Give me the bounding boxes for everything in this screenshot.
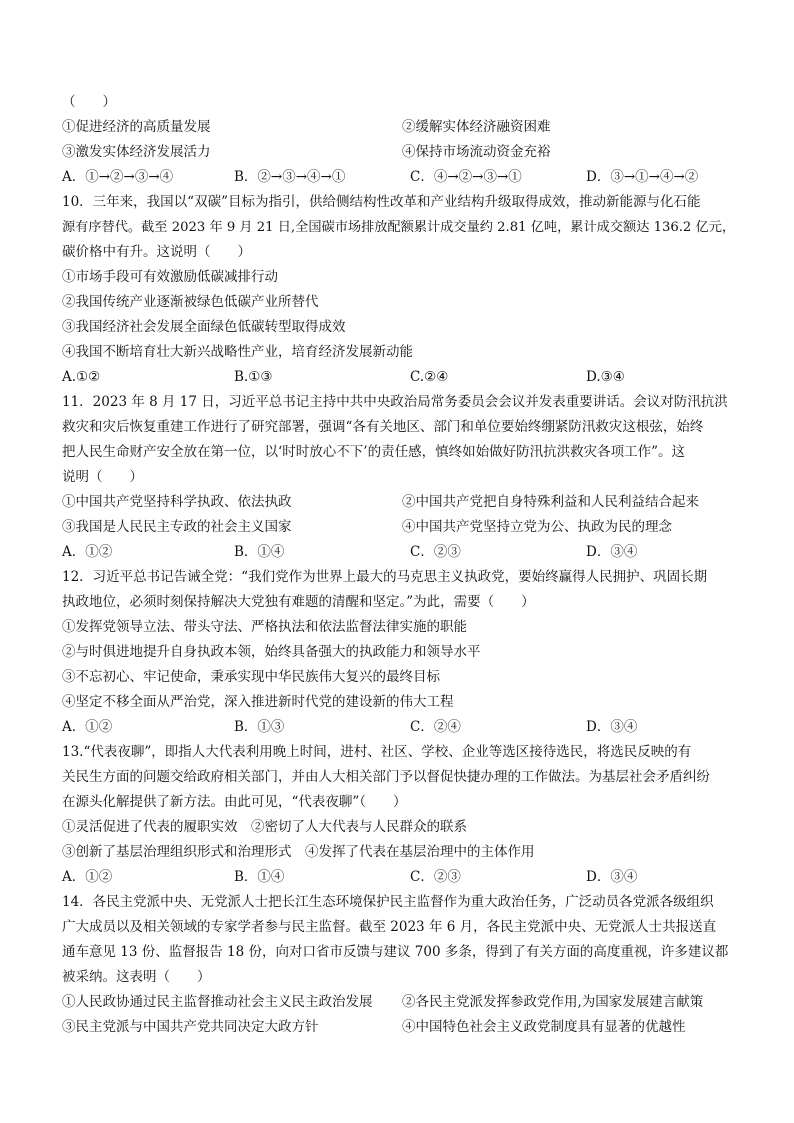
q9-choice-d: D．③→①→④→② xyxy=(586,169,699,185)
q12-choice-c: C．②④ xyxy=(410,719,461,735)
q14-option-4: ④中国特色社会主义政党制度具有显著的优越性 xyxy=(402,1019,686,1035)
q11-options-row-2 xyxy=(62,515,742,540)
exam-page xyxy=(62,90,742,1040)
q13-options-row-2: ③创新了基层治理组织形式和治理形式 ④发挥了代表在基层治理中的主体作用 xyxy=(62,844,535,860)
q12-stem-line-2: 执政地位，必须时刻保持解决大党独有难题的清醒和坚定。”为此，需要（ ） xyxy=(62,594,535,610)
q10-choice-d: D.③④ xyxy=(586,369,625,385)
q11-option-3: ③我国是人民民主专政的社会主义国家 xyxy=(62,519,292,535)
q14-options-row-2 xyxy=(62,1015,742,1040)
q9-choice-b: B．②→③→④→① xyxy=(234,169,346,185)
q10-option-3: ③我国经济社会发展全面绿色低碳转型取得成效 xyxy=(62,319,346,335)
q12-choice-b: B．①③ xyxy=(234,719,285,735)
q14-option-3: ③民主党派与中国共产党共同决定大政方针 xyxy=(62,1019,319,1035)
q9-options-row-1 xyxy=(62,115,742,140)
q14-options-row-1 xyxy=(62,990,742,1015)
q12-stem-line-1: 12．习近平总书记告诫全党：“我们党作为世界上最大的马克思主义执政党，要始终赢得人民拥护、巩固长期 xyxy=(62,569,708,585)
q12-option-1: ①发挥党领导立法、带头守法、严格执法和依法监督法律实施的职能 xyxy=(62,619,467,635)
q10-option-2: ②我国传统产业逐渐被绿色低碳产业所替代 xyxy=(62,294,319,310)
q11-option-2: ②中国共产党把自身特殊利益和人民利益结合起来 xyxy=(402,494,699,510)
q9-option-3: ③激发实体经济发展活力 xyxy=(62,144,211,160)
q11-stem-line-2: 救灾和灾后恢复重建工作进行了研究部署，强调“各有关地区、部门和单位要始终绷紧防汛救灾这根弦，始终 xyxy=(62,419,704,435)
q12-option-3: ③不忘初心、牢记使命，秉承实现中华民族伟大复兴的最终目标 xyxy=(62,669,440,685)
q11-choice-c: C．②③ xyxy=(410,544,461,560)
q13-stem-line-1: 13.“代表夜聊”，即指人大代表利用晚上时间，进村、社区、学校、企业等选区接待选民，将选民反映的有 xyxy=(62,744,692,760)
q13-choices xyxy=(62,865,742,890)
q10-stem-line-2: 源有序替代。截至 2023 年 9 月 21 日,全国碳市场排放配额累计成交量约 2.81 亿吨，累计成交额达 136.2 亿元， xyxy=(62,220,736,235)
q11-option-1: ①中国共产党坚持科学执政、依法执政 xyxy=(62,494,292,510)
q10-choice-b: B.①③ xyxy=(234,369,273,385)
q13-choice-d: D．③④ xyxy=(586,869,638,885)
q11-options-row-1 xyxy=(62,490,742,515)
q9-paren: （ ） xyxy=(62,94,116,110)
q10-option-1: ①市场手段可有效激励低碳减排行动 xyxy=(62,269,278,285)
q9-option-4: ④保持市场流动资金充裕 xyxy=(402,144,551,160)
q11-stem-line-4: 说明（ ） xyxy=(62,469,143,485)
q13-stem-line-2: 关民生方面的问题交给政府相关部门，并由人大相关部门予以督促快捷办理的工作做法。为基层社会矛盾纠纷 xyxy=(62,769,710,785)
q12-option-4: ④坚定不移全面从严治党，深入推进新时代党的建设新的伟大工程 xyxy=(62,694,454,710)
q11-option-4: ④中国共产党坚持立党为公、执政为民的理念 xyxy=(402,519,672,535)
q9-option-1: ①促进经济的高质量发展 xyxy=(62,119,211,135)
q10-choice-a: A.①② xyxy=(62,369,101,385)
q13-choice-b: B．①④ xyxy=(234,869,285,885)
q11-stem-line-1: 11．2023 年 8 月 17 日，习近平总书记主持中共中央政治局常务委员会会议并发表重要讲话。会议对防汛抗洪 xyxy=(62,394,728,410)
q10-stem-line-3: 碳价格中有升。这说明（ ） xyxy=(62,244,251,260)
q13-options-row-1: ①灵活促进了代表的履职实效 ②密切了人大代表与人民群众的联系 xyxy=(62,819,467,835)
q9-choices xyxy=(62,165,742,190)
q12-choice-a: A．①② xyxy=(62,719,113,735)
q14-stem-line-3: 通车意见 13 份、监督报告 18 份，向对口省市反馈与建议 700 多条，得到了有关方面的高度重视，许多建议都 xyxy=(62,944,729,960)
q13-choice-a: A．①② xyxy=(62,869,113,885)
q10-choice-c: C.②④ xyxy=(410,369,449,385)
q9-option-2: ②缓解实体经济融资困难 xyxy=(402,119,551,135)
q9-options-row-2 xyxy=(62,140,742,165)
q10-choices xyxy=(62,365,742,390)
q13-stem-line-3: 在源头化解提供了新方法。由此可见，“代表夜聊”（ ） xyxy=(62,794,407,810)
q11-choice-a: A．①② xyxy=(62,544,113,560)
q14-stem-line-2: 广大成员以及相关领域的专家学者参与民主监督。截至 2023 年 6 月，各民主党派中央、无党派人士共报送直 xyxy=(62,919,717,935)
q14-stem-line-4: 被采纳。这表明（ ） xyxy=(62,969,211,985)
q11-choice-b: B．①④ xyxy=(234,544,285,560)
q13-choice-c: C．②③ xyxy=(410,869,461,885)
q14-option-2: ②各民主党派发挥参政党作用,为国家发展建言献策 xyxy=(402,994,704,1010)
q14-option-1: ①人民政协通过民主监督推动社会主义民主政治发展 xyxy=(62,994,373,1010)
q12-choices xyxy=(62,715,742,740)
q10-stem-line-1: 10．三年来，我国以“双碳”目标为指引，供给侧结构性改革和产业结构升级取得成效，推动新能源与化石能 xyxy=(62,194,701,210)
q10-option-4: ④我国不断培育壮大新兴战略性产业，培育经济发展新动能 xyxy=(62,344,413,360)
q9-choice-a: A．①→②→③→④ xyxy=(62,169,174,185)
q12-choice-d: D．③④ xyxy=(586,719,638,735)
q9-choice-c: C．④→②→③→① xyxy=(410,169,522,185)
q12-option-2: ②与时俱进地提升自身执政本领，始终具备强大的执政能力和领导水平 xyxy=(62,644,481,660)
q11-choice-d: D．③④ xyxy=(586,544,638,560)
q11-stem-line-3: 把人民生命财产安全放在第一位，以‘时时放心不下’的责任感，慎终如始做好防汛抗洪救灾各项工作”。这 xyxy=(62,444,685,460)
q14-stem-line-1: 14．各民主党派中央、无党派人士把长江生态环境保护民主监督作为重大政治任务，广泛动员各党派各级组织 xyxy=(62,894,714,910)
q11-choices xyxy=(62,540,742,565)
